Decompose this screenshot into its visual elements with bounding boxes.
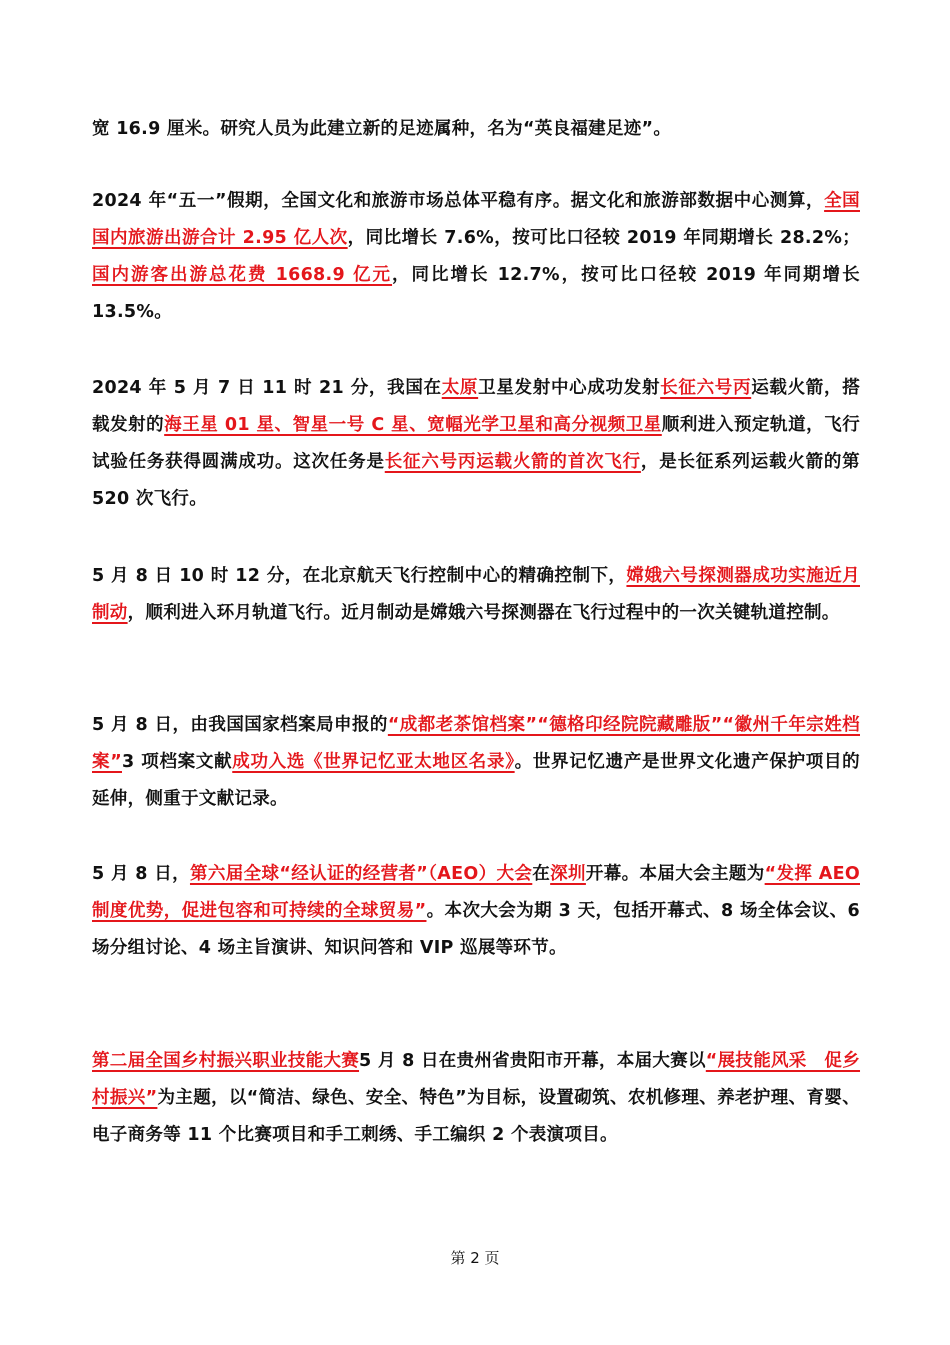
paragraph-footprint: 宽 16.9 厘米。研究人员为此建立新的足迹属种，名为“英良福建足迹”。 — [92, 119, 672, 139]
paragraph-memory-of-world: 5 月 8 日，由我国国家档案局申报的“成都老茶馆档案”“德格印经院院藏雕版”“徽州千年宗姓档案”3 项档案文献成功入选《世界记忆亚太地区名录》。世界记忆遗产是世界文化遗产保护项目的延伸，侧重于文献记录。 — [92, 715, 860, 809]
paragraph-aeo-conference: 5 月 8 日，第六届全球“经认证的经营者”（AEO）大会在深圳开幕。本届大会主题为“发挥 AEO 制度优势，促进包容和可持续的全球贸易”。本次大会为期 3 天，包括开幕式、8 场全体会议、6 场分组讨论、4 场主旨演讲、知识问答和 VIP 巡展等环节。 — [92, 864, 861, 958]
highlight-text: 全国国内旅游出游合计 2.95 亿人次 — [92, 191, 860, 248]
highlight-text: 第六届全球“经认证的经营者”（AEO）大会 — [189, 864, 533, 884]
highlight-text: 嫦娥六号探测器成功实施近月制动 — [92, 566, 860, 623]
paragraph-may-day-tourism: 2024 年“五一”假期，全国文化和旅游市场总体平稳有序。据文化和旅游部数据中心测算，全国国内旅游出游合计 2.95 亿人次，同比增长 7.6%，按可比口径较 2019 年同期增长 28.2%；国内游客出游总花费 1668.9 亿元，同比增长 12.7%，按可比口径较 2019 年同期增长 13.5%。 — [92, 191, 860, 322]
highlight-text: 成功入选《世界记忆亚太地区名录》 — [232, 752, 515, 772]
paragraph-rural-skills-contest: 第二届全国乡村振兴职业技能大赛5 月 8 日在贵州省贵阳市开幕，本届大赛以“展技能风采 促乡村振兴”为主题，以“简洁、绿色、安全、特色”为目标，设置砌筑、农机修理、养老护理、育婴、电子商务等 11 个比赛项目和手工刺绣、手工编织 2 个表演项目。 — [92, 1051, 861, 1145]
paragraph-rocket-launch: 2024 年 5 月 7 日 11 时 21 分，我国在太原卫星发射中心成功发射长征六号丙运载火箭，搭载发射的海王星 01 星、智星一号 C 星、宽幅光学卫星和高分视频卫星顺利进入预定轨道，飞行试验任务获得圆满成功。这次任务是长征六号丙运载火箭的首次飞行，是长征系列运载火箭的第 520 次飞行。 — [92, 378, 860, 509]
highlight-text: “发挥 AEO 制度优势，促进包容和可持续的全球贸易” — [92, 864, 860, 921]
highlight-text: 海王星 01 星、智星一号 C 星、宽幅光学卫星和高分视频卫星 — [164, 415, 662, 435]
highlight-text: 第二届全国乡村振兴职业技能大赛 — [92, 1051, 360, 1071]
paragraph-change6-braking: 5 月 8 日 10 时 12 分，在北京航天飞行控制中心的精确控制下，嫦娥六号探测器成功实施近月制动，顺利进入环月轨道飞行。近月制动是嫦娥六号探测器在飞行过程中的一次关键轨道控制。 — [92, 566, 860, 623]
highlight-text: 深圳 — [550, 864, 586, 884]
highlight-text: 国内游客出游总花费 1668.9 亿元 — [92, 265, 393, 285]
highlight-text: 太原 — [441, 378, 479, 398]
highlight-text: 长征六号丙 — [660, 378, 752, 398]
page-number: 第 2 页 — [450, 1249, 500, 1267]
highlight-text: 长征六号丙运载火箭的首次飞行 — [384, 452, 641, 472]
highlight-text: “成都老茶馆档案”“德格印经院院藏雕版”“徽州千年宗姓档案” — [92, 715, 860, 772]
highlight-text: “展技能风采 促乡村振兴” — [92, 1051, 861, 1108]
